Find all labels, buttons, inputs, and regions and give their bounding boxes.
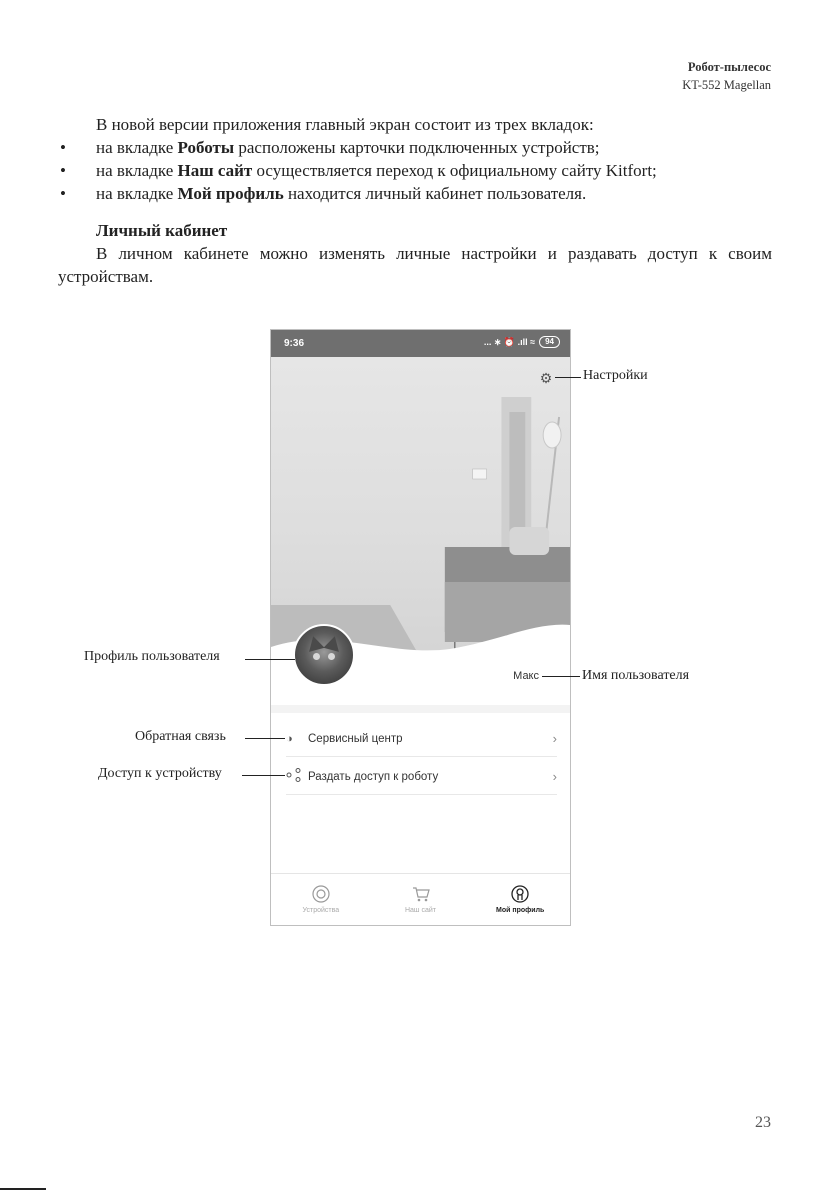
callout-access: Доступ к устройству bbox=[98, 766, 222, 781]
section-title: Личный кабинет bbox=[96, 221, 228, 240]
callout-settings: Настройки bbox=[583, 368, 648, 383]
bullet-bold: Мой профиль bbox=[177, 184, 284, 203]
chevron-right-icon: › bbox=[552, 769, 557, 784]
signal-icons: ... ∗ ⏰ .ıll ≈ bbox=[483, 336, 536, 347]
bullet-bold: Роботы bbox=[177, 138, 235, 157]
tab-label: Устройства bbox=[302, 907, 340, 914]
phone-screenshot bbox=[270, 329, 571, 926]
tab-devices[interactable] bbox=[271, 874, 371, 925]
cat-eye-icon bbox=[328, 653, 335, 660]
intro-paragraph: В новой версии приложения главный экран состоит из трех вкладок: bbox=[96, 115, 594, 134]
lamp-shade bbox=[543, 422, 561, 448]
section-divider bbox=[271, 705, 570, 713]
status-bar bbox=[271, 330, 570, 357]
menu-item-share-access[interactable] bbox=[286, 759, 557, 795]
bullet-list bbox=[58, 136, 772, 205]
leader-access bbox=[242, 775, 285, 776]
callout-username: Имя пользователя bbox=[582, 668, 690, 683]
bullet-text: находится личный кабинет пользователя. bbox=[283, 184, 587, 203]
bullet-marker: • bbox=[60, 184, 66, 203]
section-paragraph: В личном кабинете можно изменять личные настройки и раздавать доступ к своим устройствам. bbox=[58, 244, 772, 286]
tab-my-profile[interactable] bbox=[470, 874, 570, 925]
user-avatar[interactable] bbox=[293, 624, 355, 686]
sofa-pillow bbox=[509, 527, 549, 555]
header-model: KT-552 Magellan bbox=[682, 78, 771, 92]
leader-settings bbox=[555, 377, 581, 378]
bullet-bold: Наш сайт bbox=[177, 161, 253, 180]
battery-icon: 94 bbox=[539, 336, 560, 348]
user-name[interactable]: Макс bbox=[513, 670, 539, 682]
tab-label: Мой профиль bbox=[496, 907, 545, 914]
footer-mark bbox=[0, 1188, 46, 1190]
bullet-text: расположены карточки подключенных устройств; bbox=[234, 138, 600, 157]
body-text bbox=[58, 113, 772, 288]
bullet-marker: • bbox=[60, 138, 66, 157]
cart-icon bbox=[412, 885, 430, 903]
header-title: Робот-пылесос bbox=[687, 60, 771, 74]
leader-profile bbox=[245, 659, 295, 660]
leader-username bbox=[542, 676, 580, 677]
tab-our-site[interactable] bbox=[371, 874, 471, 925]
menu-item-service-center[interactable] bbox=[286, 721, 557, 757]
headset-icon: ◑ bbox=[286, 732, 293, 745]
bullet-text: осуществляется переход к официальному сайту Kitfort; bbox=[252, 161, 657, 180]
room-illustration bbox=[271, 357, 570, 663]
settings-gear-icon[interactable]: ⚙ bbox=[539, 370, 553, 386]
page-header bbox=[682, 58, 771, 94]
bullet-item-profile bbox=[58, 182, 772, 205]
share-icon bbox=[286, 768, 308, 785]
bottom-tab-bar bbox=[271, 873, 570, 925]
chevron-right-icon: › bbox=[552, 731, 557, 746]
bullet-text: на вкладке bbox=[96, 184, 178, 203]
light-switch bbox=[473, 469, 487, 479]
callout-profile: Профиль пользователя bbox=[84, 649, 220, 664]
cat-eye-icon bbox=[313, 653, 320, 660]
page-number: 23 bbox=[755, 1114, 771, 1131]
menu-label: Сервисный центр bbox=[308, 732, 403, 745]
status-icons bbox=[484, 336, 560, 348]
bullet-text: на вкладке bbox=[96, 138, 178, 157]
status-time: 9:36 bbox=[284, 338, 305, 349]
bullet-item-robots bbox=[58, 136, 772, 159]
robot-icon bbox=[312, 885, 330, 903]
bullet-item-site bbox=[58, 159, 772, 182]
cat-ear-icon bbox=[323, 634, 342, 652]
profile-icon bbox=[511, 885, 529, 903]
leader-feedback bbox=[245, 738, 285, 739]
cat-ear-icon bbox=[305, 634, 324, 652]
callout-feedback: Обратная связь bbox=[135, 729, 226, 744]
menu-label: Раздать доступ к роботу bbox=[308, 770, 439, 783]
bullet-text: на вкладке bbox=[96, 161, 178, 180]
tab-label: Наш сайт bbox=[404, 907, 437, 914]
bullet-marker: • bbox=[60, 161, 66, 180]
